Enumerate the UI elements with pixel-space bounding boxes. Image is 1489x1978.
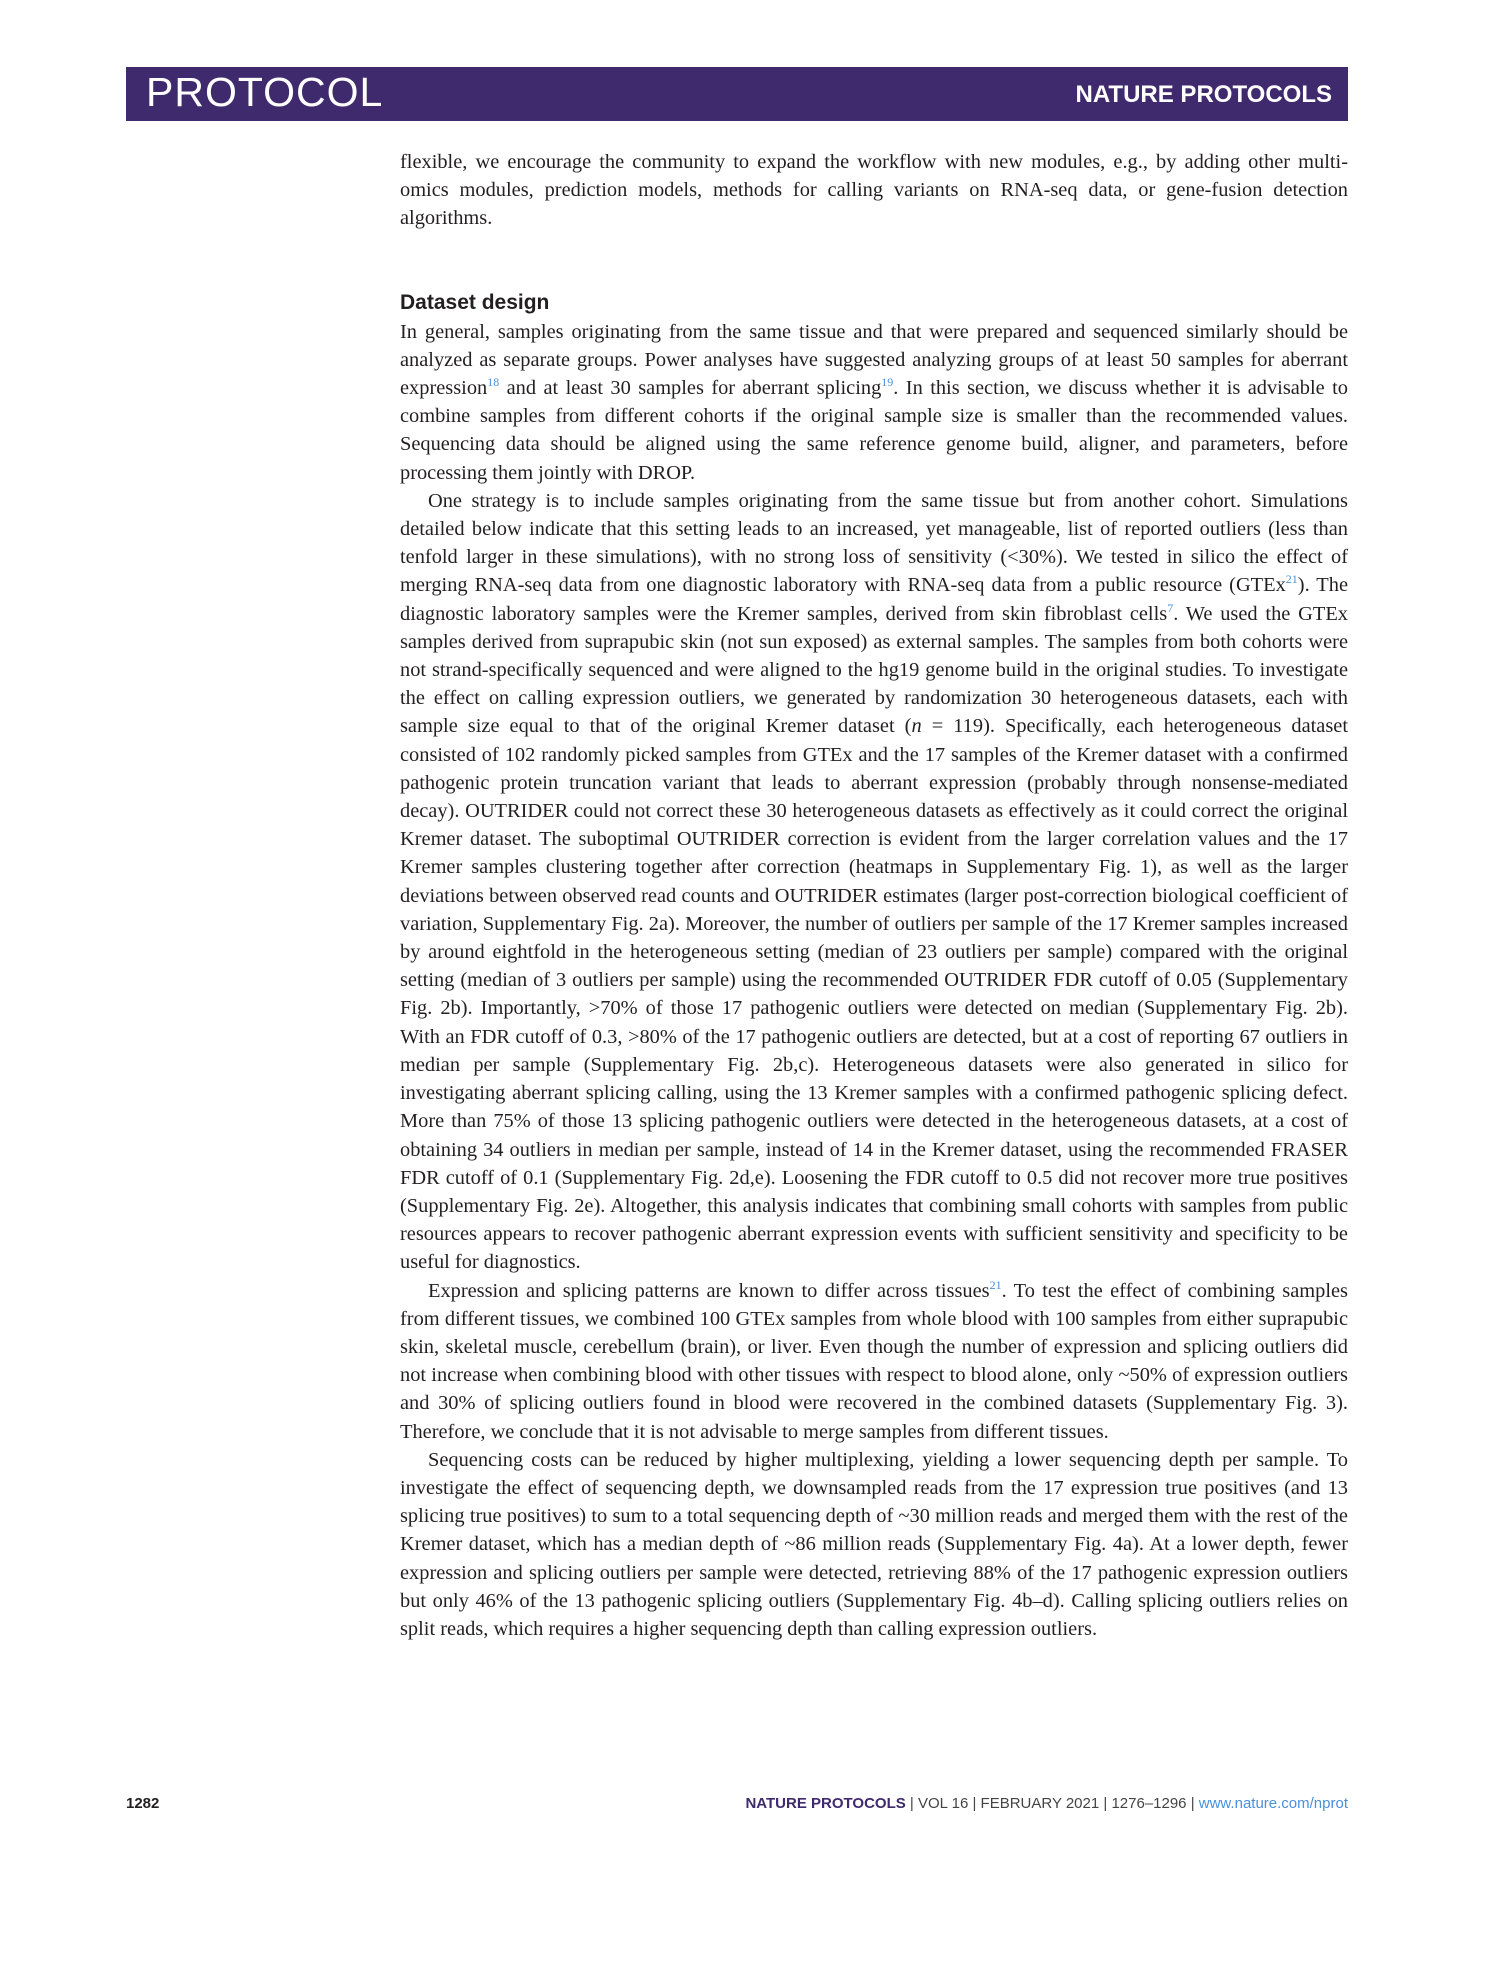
intro-paragraph: flexible, we encourage the community to expand the workflow with new modules, e.g., by adding other multi-omics modules, prediction models, methods for calling variants on RNA-seq data, or gene-fusion detection algorithms. (400, 151, 1348, 230)
paragraph-1 (400, 318, 1348, 487)
text: = 119). Specifically, each heterogeneous dataset consisted of 102 randomly picked samples from GTEx and the 17 samples of the Kremer dataset with a confirmed pathogenic protein truncation variant that leads to aberrant expression (probably through nonsense-mediated decay). OUTRIDER could not correct these 30 heterogeneous datasets as effectively as it could correct the original Kremer dataset. The suboptimal OUTRIDER correction is evident from the larger correlation values and the 17 Kremer samples clustering together after correction (heatmaps in Supplementary Fig. 1), as well as the larger deviations between observed read counts and OUTRIDER estimates (larger post-correction biological coefficient of variation, Supplementary Fig. 2a). Moreover, the number of outliers per sample of the 17 Kremer samples increased by around eightfold in the heterogeneous setting (median of 23 outliers per sample) compared with the original setting (median of 3 outliers per sample) using the recommended OUTRIDER FDR cutoff of 0.05 (Supplementary Fig. 2b). Importantly, >70% of those 17 pathogenic outliers were detected on median (Supplementary Fig. 2b). With an FDR cutoff of 0.3, >80% of the 17 pathogenic outliers are detected, but at a cost of reporting 67 outliers in median per sample (Supplementary Fig. 2b,c). Heterogeneous datasets were also generated in silico for investigating aberrant splicing calling, using the 13 Kremer samples with a confirmed pathogenic splicing defect. More than 75% of those 13 splicing pathogenic outliers were detected in the heterogeneous datasets, at a cost of obtaining 34 outliers in median per sample, instead of 14 in the Kremer dataset, using the recommended FRASER FDR cutoff of 0.1 (Supplementary Fig. 2d,e). Loosening the FDR cutoff to 0.5 did not recover more true positives (Supplementary Fig. 2e). Altogether, this analysis indicates that combining small cohorts with samples from public resources appears to recover pathogenic aberrant expression events with sufficient sensitivity and specificity to be useful for diagnostics. (400, 715, 1348, 1274)
text: One strategy is to include samples originating from the same tissue but from another cohort. Simulations detailed below indicate that this setting leads to an increased, yet manageable, list of reported outliers (less than tenfold larger in these simulations), with no strong loss of sensitivity (<30%). We tested in silico the effect of merging RNA-seq data from one diagnostic laboratory with RNA-seq data from a public resource (GTEx (400, 489, 1348, 597)
running-header (126, 67, 1348, 121)
citation-link[interactable]: 7 (1167, 600, 1174, 615)
section-title: Dataset design (400, 290, 550, 314)
text: . In this section, we discuss whether it is advisable to combine samples from different cohorts if the original sample size is smaller than the recommended values. Sequencing data should be aligned using the same reference genome build, aligner, and parameters, before processing them jointly with DROP. (400, 377, 1348, 484)
text: ). The diagnostic laboratory samples were the Kremer samples, derived from skin fibroblast cells (400, 574, 1348, 625)
citation-link[interactable]: 21 (1285, 572, 1298, 587)
section-label: PROTOCOL (146, 69, 384, 115)
citation-link[interactable]: 21 (989, 1277, 1002, 1292)
variable-n: n (911, 715, 922, 738)
text: . We used the GTEx samples derived from suprapubic skin (not sun exposed) as external samples. The samples from both cohorts were not strand-specifically sequenced and were aligned to the hg19 genome build in the original studies. To investigate the effect on calling expression outliers, we generated by randomization 30 heterogeneous datasets, each with sample size equal to that of the original Kremer dataset ( (400, 602, 1348, 738)
paragraph-4: Sequencing costs can be reduced by higher multiplexing, yielding a lower sequencing depth per sample. To investigate the effect of sequencing depth, we downsampled reads from the 17 expression true positives (and 13 splicing true positives) to sum to a total sequencing depth of ~30 million reads and merged them with the rest of the Kremer dataset, which has a median depth of ~86 million reads (Supplementary Fig. 4a). At a lower depth, fewer expression and splicing outliers per sample were detected, retrieving 88% of the 17 pathogenic expression outliers but only 46% of the 13 pathogenic splicing outliers (Supplementary Fig. 4b–d). Calling splicing outliers relies on split reads, which requires a higher sequencing depth than calling expression outliers. (400, 1448, 1348, 1640)
article-body (400, 148, 1348, 1643)
journal-url-link[interactable]: www.nature.com/nprot (1198, 1795, 1348, 1812)
text: In general, samples originating from the same tissue and that were prepared and sequenced similarly should be analyzed as separate groups. Power analyses have suggested analyzing groups of at least 50 samples for aberrant expression (400, 320, 1348, 400)
text: Expression and splicing patterns are known to differ across tissues (428, 1279, 990, 1302)
text: . To test the effect of combining samples from different tissues, we combined 100 GTEx samples from whole blood with 100 samples from either suprapubic skin, skeletal muscle, cerebellum (brain), or liver. Even though the number of expression and splicing outliers did not increase when combining blood with other tissues with respect to blood alone, only ~50% of expression outliers and 30% of splicing outliers found in blood were recovered in the combined datasets (Supplementary Fig. 3). Therefore, we conclude that it is not advisable to merge samples from different tissues. (400, 1279, 1348, 1443)
journal-label: NATURE PROTOCOLS (1075, 81, 1332, 108)
footer-volume-info: | VOL 16 | FEBRUARY 2021 | 1276–1296 | (905, 1795, 1199, 1812)
footer-journal-name: NATURE PROTOCOLS (745, 1795, 906, 1812)
paragraph-3 (400, 1277, 1348, 1446)
citation-link[interactable]: 18 (487, 375, 500, 390)
citation-link[interactable]: 19 (881, 375, 894, 390)
paragraph-2 (400, 487, 1348, 1277)
footer-citation (745, 1795, 1348, 1812)
page-number: 1282 (126, 1795, 160, 1812)
text: and at least 30 samples for aberrant splicing (499, 377, 882, 400)
